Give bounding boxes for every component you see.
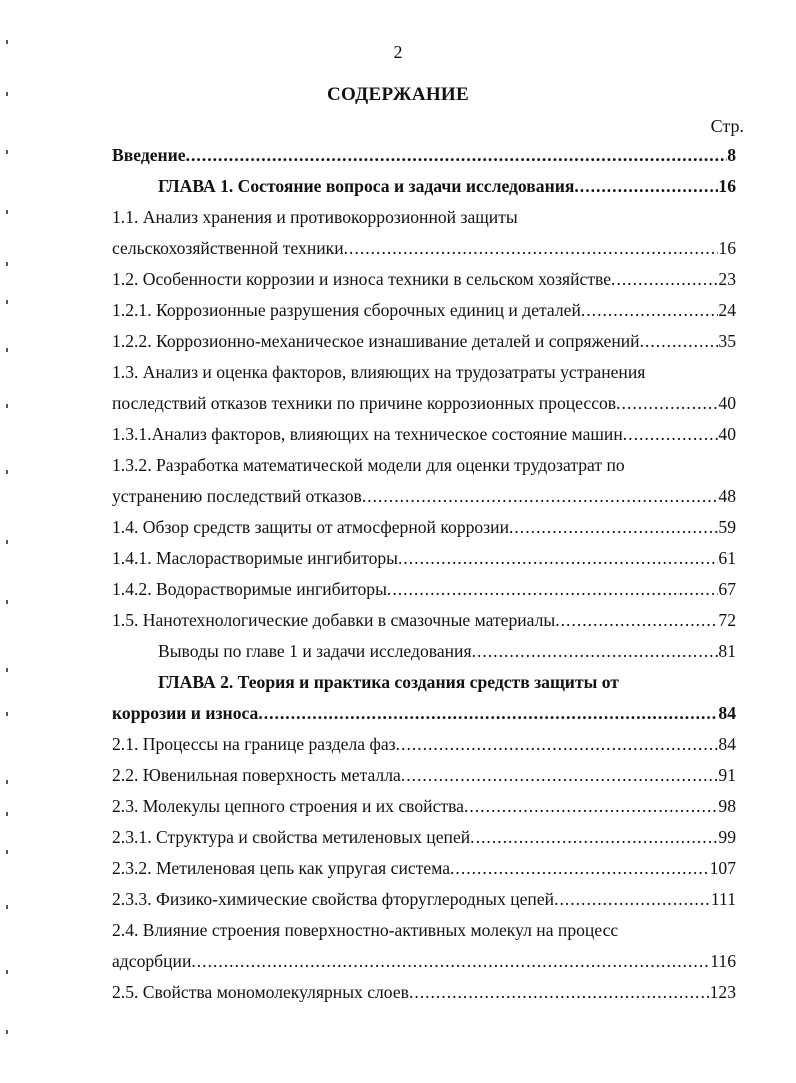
toc-line [0,884,796,915]
toc-line [0,450,796,481]
toc-entry [112,605,736,636]
toc-entry [112,295,736,326]
toc-entry-text: 2.2. Ювенильная поверхность металла [112,765,401,785]
dot-leader [472,636,719,667]
dot-leader [616,388,718,419]
toc-line [0,481,796,512]
toc-page-number: 16 [718,238,736,258]
toc-page-number: 40 [718,393,736,413]
toc-entry-text: 2.3.3. Физико-химические свойства фторуглеродных цепей [112,889,555,909]
toc-line [0,202,796,233]
dot-leader [464,791,718,822]
toc-entry-text: 1.4.1. Маслорастворимые ингибиторы [112,548,398,568]
toc-line [0,915,796,946]
toc-line [0,388,796,419]
toc-entry-text: сельскохозяйственной техники [112,238,344,258]
toc-entry [158,171,736,202]
toc-line [0,357,796,388]
dot-leader [344,233,719,264]
toc-line [0,295,796,326]
dot-leader [611,264,718,295]
dot-leader [554,884,711,915]
toc-page-number: 111 [710,889,736,909]
toc-entry-text: 2.3.1. Структура и свойства метиленовых цепей [112,827,471,847]
toc-entry-text: 2.3. Молекулы цепного строения и их свойства [112,796,464,816]
toc-entry [112,574,736,605]
toc-entry-text: 2.4. Влияние строения поверхностно-активных молекул на процесс [112,920,619,940]
dot-leader [409,977,710,1008]
toc-page-number: 81 [718,641,736,661]
toc-entry [112,543,736,574]
toc-entry [112,326,736,357]
toc-line [0,543,796,574]
toc-page-number: 84 [718,734,736,754]
dot-leader [509,512,718,543]
toc-entry [112,977,736,1008]
toc-entry [112,419,736,450]
toc-entry-text: 1.4. Обзор средств защиты от атмосферной коррозии [112,517,509,537]
dot-leader [362,481,719,512]
toc-entry-text: 1.2. Особенности коррозии и износа техники в сельском хозяйстве [112,269,612,289]
toc-entry-text: 1.3. Анализ и оценка факторов, влияющих на трудозатраты устранения [112,362,646,382]
toc-line [0,760,796,791]
dot-leader [191,946,710,977]
toc-page-number: 99 [718,827,736,847]
dot-leader [401,760,719,791]
toc-entry-text: 1.2.1. Коррозионные разрушения сборочных единиц и деталей [112,300,581,320]
toc-line [0,140,796,171]
toc-entry [112,884,736,915]
toc-page-number: 107 [709,858,736,878]
toc-entry [112,512,736,543]
dot-leader [258,698,718,729]
toc-line [0,264,796,295]
page-number: 2 [393,42,403,62]
dot-leader [450,853,710,884]
toc-entry-text: последствий отказов техники по причине коррозионных процессов [112,393,617,413]
toc-line [0,574,796,605]
toc-entry [112,388,736,419]
toc-entry-text: 2.1. Процессы на границе раздела фаз [112,734,396,754]
toc-entry [112,233,736,264]
dot-leader [398,543,718,574]
toc-page-number: 59 [718,517,736,537]
toc-line [0,822,796,853]
toc-line [0,636,796,667]
toc-page-number: 67 [718,579,736,599]
toc-page-number: 35 [718,331,736,351]
toc-page-number: 40 [718,424,736,444]
toc-page-number: 16 [718,176,736,196]
toc-page-number: 8 [727,145,736,165]
toc-entry [112,853,736,884]
dot-leader [470,822,718,853]
toc-entry [112,481,736,512]
toc-entry [158,636,736,667]
toc-line [0,977,796,1008]
toc-entry-text: Введение [112,145,186,165]
dot-leader [581,295,719,326]
toc-entry-text: 1.5. Нанотехнологические добавки в смазочные материалы [112,610,556,630]
toc-entry-text: 1.4.2. Водорастворимые ингибиторы [112,579,387,599]
toc-entry-text: 1.3.2. Разработка математической модели для оценки трудозатрат по [112,455,625,475]
toc-entry [112,946,736,977]
toc-page-number: 61 [718,548,736,568]
toc-line [0,512,796,543]
toc-page-number: 48 [718,486,736,506]
toc-line [0,698,796,729]
toc-entry [112,822,736,853]
toc-page-number: 23 [718,269,736,289]
page-column-header: Стр. [710,116,744,136]
toc-entry [112,760,736,791]
dot-leader [396,729,719,760]
toc-page-number: 98 [718,796,736,816]
toc-line [0,419,796,450]
toc-page-number: 91 [718,765,736,785]
toc-entry-text: ГЛАВА 2. Теория и практика создания средств защиты от [158,672,619,692]
dot-leader [555,605,718,636]
dot-leader [186,140,728,171]
toc-page-number: 24 [718,300,736,320]
toc-entry [112,264,736,295]
toc-page-number: 123 [709,982,736,1002]
toc-line [0,729,796,760]
toc-line [0,667,796,698]
toc-line [0,171,796,202]
toc-entry [112,140,736,171]
toc-line [0,946,796,977]
toc-entry-text: 1.3.1.Анализ факторов, влияющих на техническое состояние машин [112,424,623,444]
toc-entry-text: 2.3.2. Метиленовая цепь как упругая система [112,858,451,878]
toc-entry-text: 1.2.2. Коррозионно-механическое изнашивание деталей и сопряжений [112,331,640,351]
toc-entry [112,791,736,822]
toc-entry-text: ГЛАВА 1. Состояние вопроса и задачи исследования [158,176,575,196]
toc-entry-text: адсорбции [112,951,192,971]
toc-line [0,326,796,357]
table-of-contents [0,140,796,1008]
toc-line [0,791,796,822]
toc-line [0,853,796,884]
dot-leader [640,326,719,357]
toc-entry-text: коррозии и износа [112,703,259,723]
toc-entry-text: 2.5. Свойства мономолекулярных слоев [112,982,409,1002]
toc-page-number: 116 [710,951,736,971]
dot-leader [623,419,719,450]
toc-entry-text: устранению последствий отказов [112,486,362,506]
dot-leader [574,171,718,202]
page-title: СОДЕРЖАНИЕ [327,84,469,105]
toc-page-number: 84 [718,703,736,723]
toc-entry [112,698,736,729]
toc-line [0,233,796,264]
toc-entry [112,729,736,760]
toc-page-number: 72 [718,610,736,630]
toc-line [0,605,796,636]
toc-entry-text: Выводы по главе 1 и задачи исследования [158,641,472,661]
toc-entry-text: 1.1. Анализ хранения и противокоррозионной защиты [112,207,518,227]
dot-leader [387,574,718,605]
